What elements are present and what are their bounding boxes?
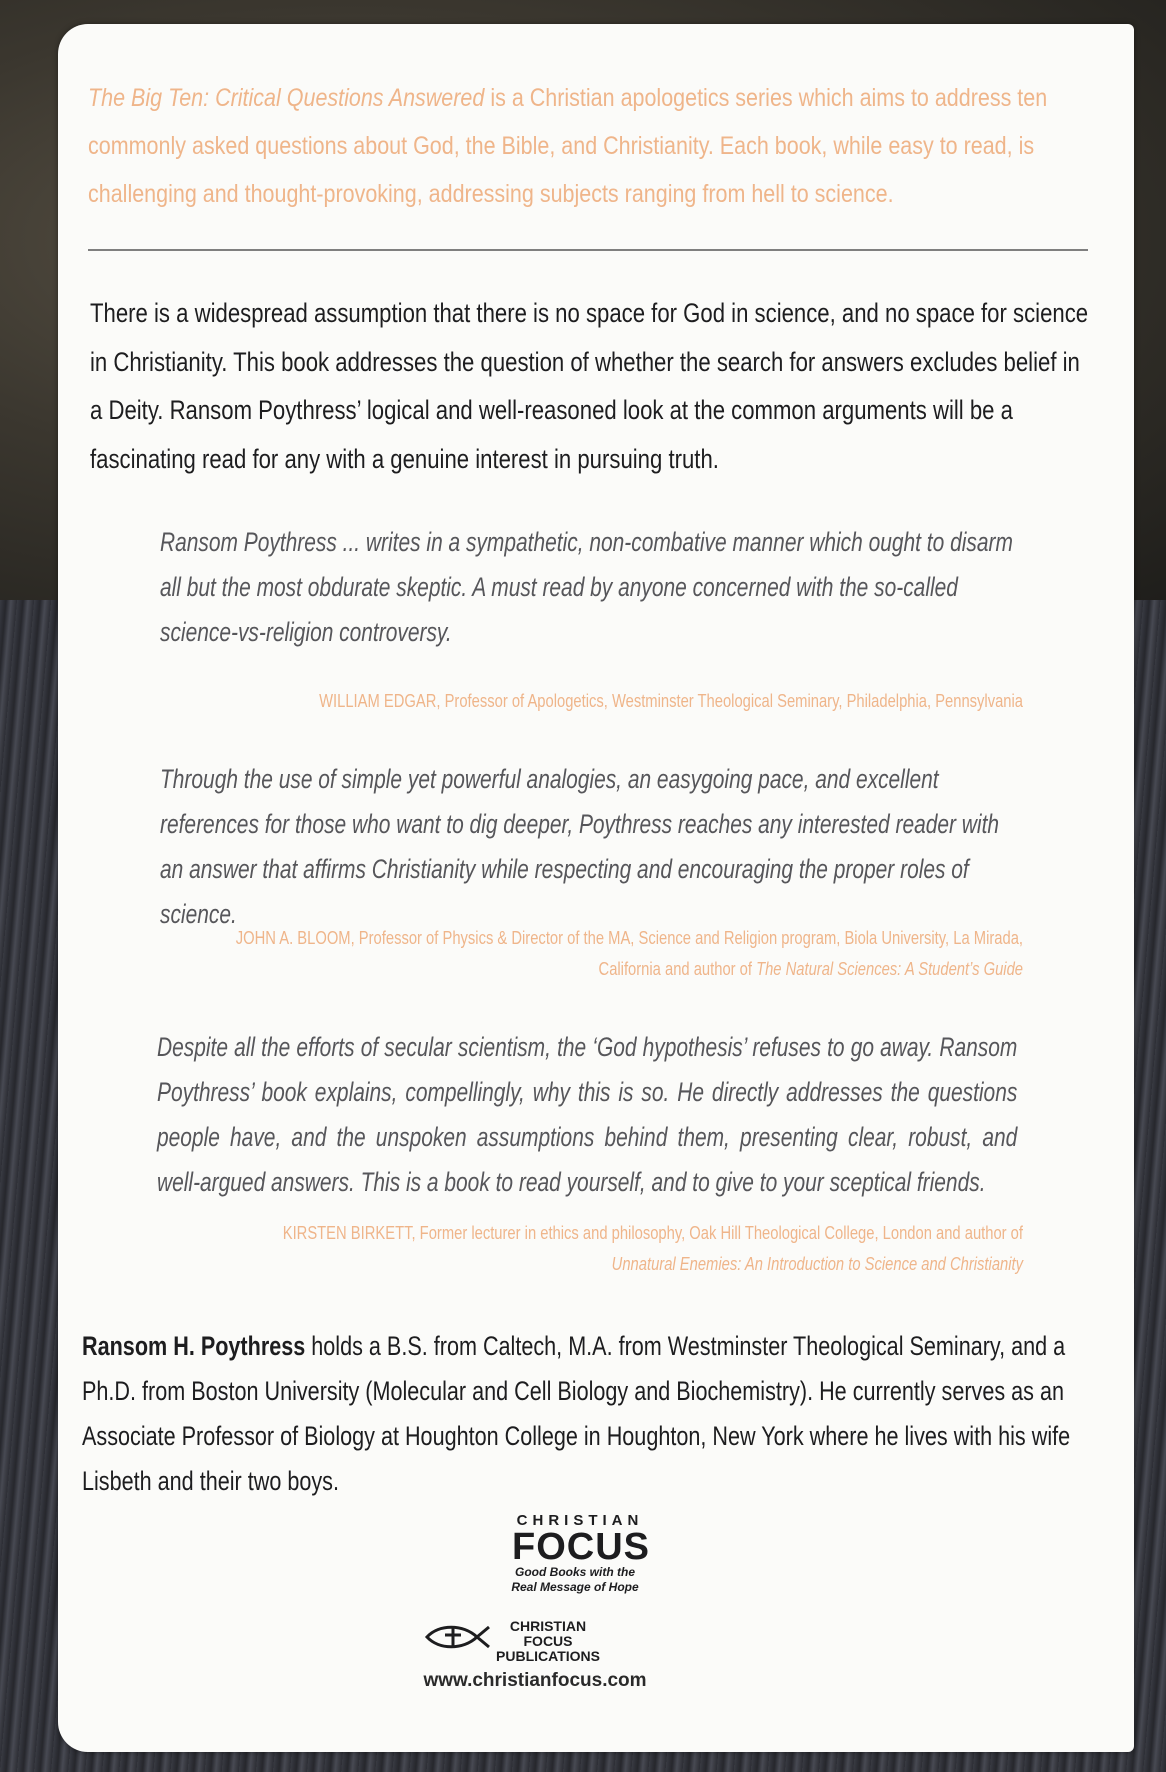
book-description: There is a widespread assumption that there is no space for God in science, and no space for science in Christianity. This book addresses the question of whether the search for answers excludes belief in a Deity. Ransom Poythress’ logical and well-reasoned look at the common arguments will be a fascinating read for any with a genuine interest in pursuing truth. — [90, 298, 1089, 474]
endorsement-attribution-1: WILLIAM EDGAR, Professor of Apologetics, Westminster Theological Seminary, Philadelphia, Pennsylvania — [319, 691, 1023, 711]
divider — [88, 249, 1088, 251]
series-title: The Big Ten: Critical Questions Answered — [88, 84, 485, 112]
attribution-2-line1: JOHN A. BLOOM, Professor of Physics & Director of the MA, Science and Religion program, Biola University, La Mirada, — [235, 928, 1024, 948]
author-bio — [82, 1324, 1095, 1504]
attribution-3-book: Unnatural Enemies: An Introduction to Science and Christianity — [611, 1254, 1023, 1274]
fish-icon — [423, 1620, 493, 1654]
logo-line1: CHRISTIAN — [516, 1512, 644, 1529]
imprint-text: CHRISTIAN FOCUS PUBLICATIONS — [496, 1618, 600, 1664]
author-bio-text: holds a B.S. from Caltech, M.A. from Westminster Theological Seminary, and a Ph.D. from Boston University (Molecular and Cell Biology and Biochemistry). He currently serves as an Associate Professor of Biology at Houghton College in Houghton, New York where he lives with his wife Lisbeth and their two boys. — [82, 1331, 1071, 1496]
logo-line2: FOCUS — [512, 1526, 650, 1568]
author-name: Ransom H. Poythress — [82, 1331, 306, 1361]
series-description — [88, 74, 1099, 218]
endorsement-quote-1: Ransom Poythress ... writes in a sympathetic, non-combative manner which ought to disarm all but the most obdurate skeptic. A must read by anyone concerned with the so-called science-vs-religion controversy. — [160, 527, 1013, 647]
series-text: is a Christian apologetics series which aims to address ten commonly asked questions about God, the Bible, and Christianity. Each book, while easy to read, is challenging and thought-provoking, addressing subjects ranging from hell to science. — [88, 84, 1048, 208]
endorsement-quote-2: Through the use of simple yet powerful analogies, an easygoing pace, and excellent references for those who want to dig deeper, Poythress reaches any interested reader with an answer that affirms Christianity while respecting and encouraging the proper roles of science. — [160, 764, 1000, 929]
publisher-website[interactable]: www.christianfocus.com — [423, 1670, 647, 1691]
attribution-2-line2: California and author of The Natural Sciences: A Student’s Guide — [598, 959, 1023, 979]
endorsement-quote-3: Despite all the efforts of secular scientism, the ‘God hypothesis’ refuses to go away. Ransom Poythress’ book explains, compellingly, why this is so. He directly addresses the questions people have, and the unspoken assumptions behind them, presenting clear, robust, and well-argued answers. This is a book to read yourself, and to give to your sceptical friends. — [157, 1032, 1018, 1197]
endorsement-attribution-3 — [39, 1218, 1023, 1280]
attribution-2-book: The Natural Sciences: A Student’s Guide — [756, 959, 1023, 979]
publisher-logo — [390, 1512, 790, 1595]
logo-tagline2: Real Message of Hope — [511, 1580, 639, 1594]
publisher-imprint — [423, 1618, 653, 1664]
logo-tagline1: Good Books with the — [515, 1565, 635, 1579]
endorsement-attribution-2 — [39, 923, 1023, 985]
attribution-3-line1: KIRSTEN BIRKETT, Former lecturer in ethics and philosophy, Oak Hill Theological College, London and author of — [282, 1223, 1023, 1243]
